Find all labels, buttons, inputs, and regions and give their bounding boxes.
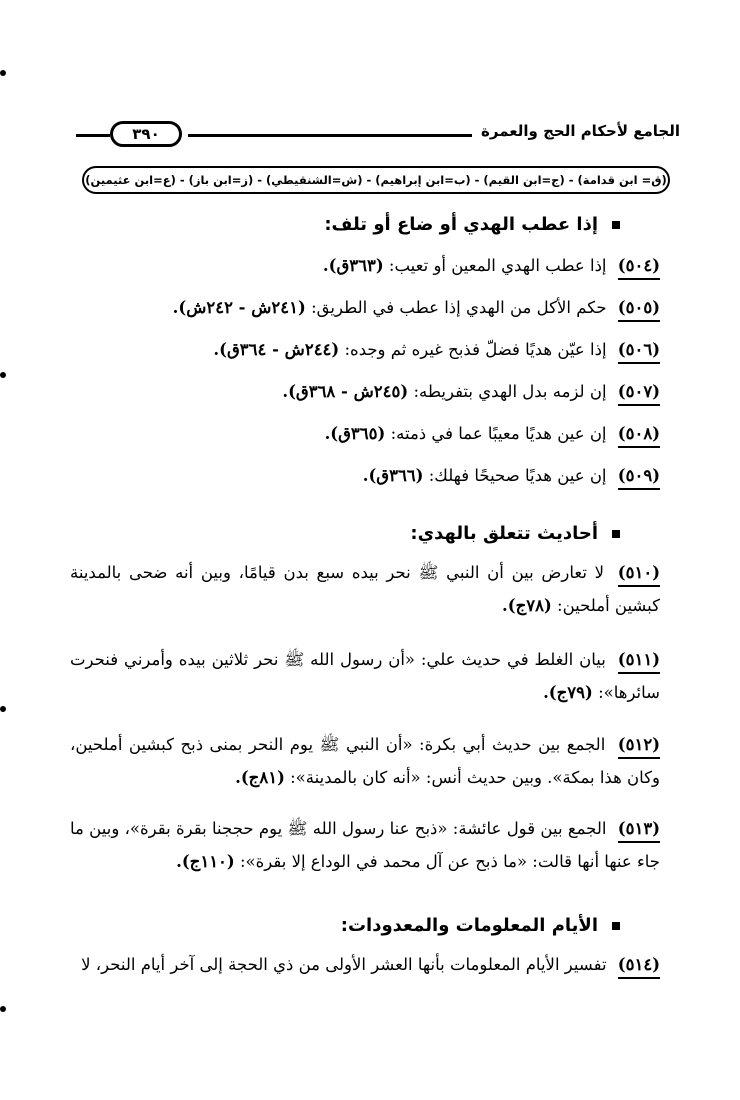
index-entry (70, 375, 660, 408)
entry-text: إن عين هديًا صحيحًا فهلك: (428, 466, 607, 485)
index-entry (70, 556, 660, 622)
entry-number: (٥٠٩) (618, 464, 660, 490)
scan-artifact-dot (0, 706, 6, 712)
section-heading: إذا عطب الهدي أو ضاع أو تلف: (324, 210, 620, 240)
entry-text: الجمع بين قول عائشة: «ذبح عنا رسول الله ﷺ يوم حججنا بقرة بقرة»، وبين ما جاء عنها أنها قالت: «ما ذبح عن آل محمد في الوداع إلا بقرة»: (70, 819, 660, 871)
index-entry (70, 291, 660, 324)
index-entry (70, 948, 660, 981)
entry-text: إن لزمه بدل الهدي بتفريطه: (413, 382, 607, 401)
entry-reference: (٢٤٥ش - ٣٦٨ق). (282, 382, 409, 401)
bullet-square-icon (612, 530, 620, 538)
entry-reference: (١١٠ج). (176, 852, 235, 871)
entry-number: (٥٠٤) (618, 254, 660, 280)
scan-artifact-dot (0, 1006, 6, 1012)
entry-number: (٥٠٦) (618, 338, 660, 364)
entry-number: (٥٠٥) (618, 296, 660, 322)
section-heading: أحاديث تتعلق بالهدي: (410, 519, 620, 549)
entry-reference: (٣٦٦ق). (362, 466, 424, 485)
entry-reference: (٣٦٥ق). (324, 424, 386, 443)
abbreviation-legend: (ق= ابن قدامة) - (ج=ابن القيم) - (ب=ابن إبراهيم) - (ش=الشنقيطي) - (ز=ابن باز) - (ع=ابن عثيمين) (82, 166, 670, 194)
entry-reference: (٢٤٤ش - ٣٦٤ق). (213, 340, 340, 359)
entry-number: (٥١٣) (618, 817, 660, 843)
entry-text: إذا عطب الهدي المعين أو تعيب: (388, 256, 607, 275)
entry-number: (٥٠٨) (618, 422, 660, 448)
bullet-square-icon (612, 221, 620, 229)
entry-number: (٥١١) (618, 648, 660, 674)
entry-text: لا تعارض بين أن النبي ﷺ نحر بيده سبع بدن قيامًا، وبين أنه ضحى بالمدينة كبشين أملحين: (70, 563, 660, 615)
entry-number: (٥١٢) (618, 733, 660, 759)
bullet-square-icon (612, 922, 620, 930)
entry-reference: (٣٦٣ق). (322, 256, 384, 275)
header-rule (188, 134, 472, 137)
index-entry (70, 333, 660, 366)
index-entry (70, 812, 660, 878)
entry-text: إن عين هديًا معيبًا عما في ذمته: (390, 424, 607, 443)
index-entry (70, 643, 660, 709)
header-rule-tail (76, 134, 110, 137)
entry-text: حكم الأكل من الهدي إذا عطب في الطريق: (311, 298, 607, 317)
entry-reference: (٢٤١ش - ٢٤٢ش). (172, 298, 306, 317)
section-heading: الأيام المعلومات والمعدودات: (341, 911, 620, 941)
index-entry (70, 417, 660, 450)
book-title: الجامع لأحكام الحج والعمرة (481, 122, 680, 140)
entry-number: (٥١٠) (618, 561, 660, 587)
scan-artifact-dot (0, 372, 6, 378)
entry-number: (٥١٤) (618, 953, 660, 979)
entry-reference: (٨١ج). (235, 768, 285, 787)
entry-text: تفسير الأيام المعلومات بأنها العشر الأولى من ذي الحجة إلى آخر أيام النحر، لا (81, 955, 607, 974)
index-entry (70, 459, 660, 492)
entry-text: إذا عيّن هديًا فضلّ فذبح غيره ثم وجده: (344, 340, 607, 359)
entry-reference: (٧٩ج). (543, 683, 593, 702)
entry-reference: (٧٨ج). (502, 596, 552, 615)
index-entry (70, 728, 660, 794)
index-entry (70, 249, 660, 282)
entry-text: بيان الغلط في حديث علي: «أن رسول الله ﷺ نحر ثلاثين بيده وأمرني فنحرت سائرها»: (70, 650, 660, 702)
entry-text: الجمع بين حديث أبي بكرة: «أن النبي ﷺ يوم النحر بمنى ذبح كبشين أملحين، وكان هذا بمكة». وبين حديث أنس: «أنه كان بالمدينة»: (70, 735, 660, 787)
scan-artifact-dot (0, 70, 6, 76)
entry-number: (٥٠٧) (618, 380, 660, 406)
page-number: ٣٩٠ (110, 121, 182, 147)
running-header (70, 118, 680, 154)
